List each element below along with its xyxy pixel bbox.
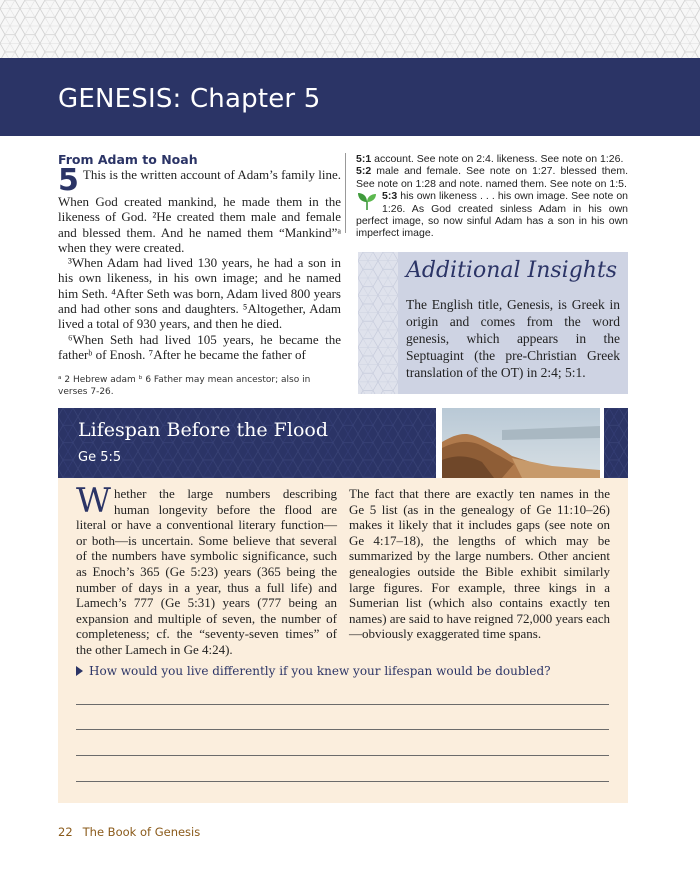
lifespan-left-text: Whether the large numbers describing human longevity before the flood are literal or have a conventional literary function—or both—is uncertain. Some believe that several of the numbers have symbolic significance, such as Enoch’s 365 (Ge 5:23) years (365 being the number of days in a year, thus a full life) and Lamech’s 777 (Ge 5:31) years (777 being an expansion and multiple of seven, the number of completeness; cf. the “seventy-seven times” of the other Lamech in Ge 4:24). xyxy=(76,481,337,657)
footnotes: ᵃ 2 Hebrew adam ᵇ 6 Father may mean ancestor; also in verses 7-26. xyxy=(58,375,311,398)
study-note-1: 5:1 account. See note on 2:4. likeness. See note on 1:26. xyxy=(356,153,624,165)
chapter-title: GENESIS: Chapter 5 xyxy=(58,84,321,114)
verse-paragraph-4: ⁶When Seth had lived 105 years, he became the fatherᵇ of Enosh. ⁷After he became the father of xyxy=(58,331,341,362)
lifespan-right-text: The fact that there are exactly ten names in the Ge 5 list (as in the genealogy of Ge 11:10–26) makes it likely that it includes gaps (see note on Ge 4:17–18), the lengths of which may be summarized by the large numbers. Other ancient genealogies outside the Bible exhibit similarly large figures. For example, three kings in a Sumerian list (which also contains exactly ten names) are said to have reigned 72,000 years each—obviously exaggerated time spans. xyxy=(349,486,610,642)
writing-line-2[interactable] xyxy=(76,729,609,730)
desert-landscape-image xyxy=(442,408,600,478)
chapter-number: 5 xyxy=(58,163,79,198)
additional-insights-box xyxy=(358,252,628,394)
writing-line-4[interactable] xyxy=(76,781,609,782)
reflection-question: How would you live differently if you knew your lifespan would be doubled? xyxy=(76,664,551,678)
study-note-3: 5:3 his own likeness . . . his own image. See note on 1:26. As God created sinless Adam in his own perfect image, so now sinful Adam has a son in his own imperfect image. xyxy=(356,190,628,240)
study-note-2: 5:2 male and female. See note on 1:27. blessed them. See note on 1:28 and note. named them. See note on 1:5. xyxy=(356,165,628,190)
page-number: 22 xyxy=(58,825,73,839)
leaf-sprout-icon xyxy=(356,191,378,211)
chapter-title-band xyxy=(0,58,700,136)
section-heading: From Adam to Noah xyxy=(58,152,198,167)
writing-line-1[interactable] xyxy=(76,704,609,705)
column-divider xyxy=(345,153,346,233)
decorative-pattern-header xyxy=(0,0,700,58)
verse-paragraph-2: When God created mankind, he made them in the likeness of God. ²He created them male and female and blessed them. And he named them “Mankind”ᵃ when they were created. xyxy=(58,194,341,255)
insights-title: Additional Insights xyxy=(406,258,618,283)
lifespan-reference: Ge 5:5 xyxy=(78,450,122,465)
scripture-column xyxy=(58,153,341,398)
page-footer xyxy=(58,825,200,839)
study-notes xyxy=(356,153,628,240)
book-title: The Book of Genesis xyxy=(82,825,201,839)
lifespan-title: Lifespan Before the Flood xyxy=(78,419,328,441)
scripture-text xyxy=(58,163,342,362)
writing-line-3[interactable] xyxy=(76,755,609,756)
verse-paragraph-1: This is the written account of Adam’s family line. xyxy=(82,167,342,182)
lifespan-feature-header xyxy=(58,408,436,478)
decorative-pattern-corner xyxy=(604,408,628,478)
insights-body: The English title, Genesis, is Greek in origin and comes from the word genesis, which appears in the Septuagint (the pre-Christian Greek translation of the OT) in 2:4; 5:1. xyxy=(406,297,620,380)
verse-paragraph-3: ³When Adam had lived 130 years, he had a son in his own likeness, in his own image; and he named him Seth. ⁴After Seth was born, Adam lived 800 years and had other sons and daughters. ⁵Altogether, Adam lived a total of 930 years, and then he died. xyxy=(58,255,341,332)
lifespan-feature-box xyxy=(58,478,628,803)
drop-cap: W xyxy=(76,481,111,521)
triangle-bullet-icon xyxy=(76,666,83,676)
decorative-pattern-strip xyxy=(358,252,398,394)
